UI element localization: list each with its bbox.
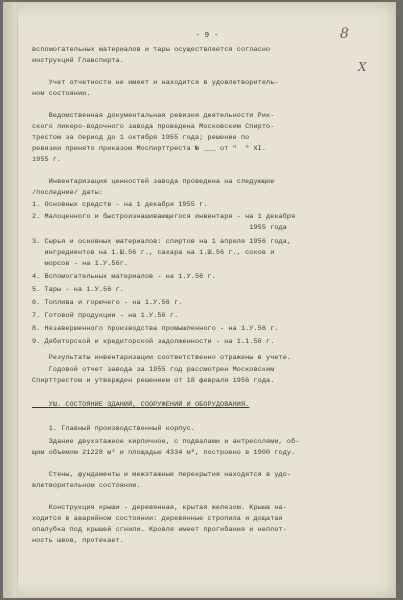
text-line: /последние/ даты: [32,189,104,197]
text-line: Ведомственная документальная ревизия деятельности Рик- [32,112,275,120]
typed-text [32,2,382,545]
text-line: ность швов, протекает. [32,537,124,545]
text-line: Инвентаризация ценностей завода проведена на следующие [32,178,275,186]
text-line: ского ликеро-водочного завода проведена Московским Спирто- [32,123,275,131]
handwritten-mark: Х [358,60,367,74]
text-line: 1955 г. [32,156,62,164]
text-line: инструкций Главспирта. [32,57,124,65]
list-item: 1955 года [32,224,287,232]
text-line: Стены, фундаменты и межэтажные перекрытия находятся в удо- [32,471,292,479]
list-item: 8. Незавершенного производства промышленного - на 1.У.56 г. [32,325,279,333]
list-item: 4. Вспомогательных материалов - на 1.У.56 г. [32,273,216,281]
list-item: 3. Сырья и основных материалов: спиртов на 1 апреля 1956 года, [32,238,292,246]
text-line: вспомогательных материалов и тары осуществляется согласно [32,46,271,54]
list-item: 1. Основных средств - на 1 декабря 1955 г. [32,201,208,209]
text-line: опалубка под крышей сгнили. Кровля имеет прогибания и неплот- [32,526,287,534]
text-line: ном состоянии. [32,90,91,98]
text-line: Здание двухэтажное кирпичное, с подвалами и антресолями, об- [32,438,300,446]
text-line: ревизии принято приказом Моспирттреста № ___ от " " XI. [32,145,267,153]
text-line: щим объемом 21228 м³ и площадью 4334 м², построено в 1900 году. [32,449,296,457]
list-item: 6. Топлива и горючего - на 1.У.56 г. [32,299,183,307]
list-item: 2. Малоценного и быстроизнашивающегося инвентаря - на 1 декабря [32,213,296,221]
subsection-heading: 1. Главный производственный корпус. [32,425,195,433]
text-line: влетворительном состоянии. [32,482,141,490]
section-heading: УШ. СОСТОЯНИЕ ЗДАНИЙ, СООРУЖЕНИЙ И ОБОРУДОВАНИЯ. [32,401,250,409]
list-item: 7. Готовой продукции - на 1.У.56 г. [32,312,179,320]
page-number: - 9 - [195,32,219,40]
text-line: Спирттрестом и утвержден решением от 18 февраля 1956 года. [32,377,275,385]
list-item: 9. Дебиторской и кредиторской задолженности - на 1.1.56 г. [32,338,275,346]
document-page [3,2,396,598]
text-line: Конструкция крыши - деревянная, крытая железом. Крыша на- [32,504,287,512]
handwritten-page-number: 8 [340,26,349,42]
text-line: трестом за период до 1 октября 1955 года; решение по [32,134,250,142]
text-line: Годовой отчет завода за 1955 год рассмотрен Московским [32,366,275,374]
list-item: 5. Тары - на 1.У.56 г. [32,286,124,294]
binding-edge [3,2,18,598]
list-item: ингредиентов на 1.Ш.56 г., сахара на 1.Ш.56 г., соков и [32,249,275,257]
text-line: Учет отчетности не имеет и находится в удовлетворитель- [32,79,279,87]
list-item: морсов - на 1.У.56г. [32,260,129,268]
text-line: ходится в аварийном состоянии: деревянные стропила и дощатая [32,515,283,523]
text-line: Результаты инвентаризации соответственно отражены в учете. [32,354,292,362]
